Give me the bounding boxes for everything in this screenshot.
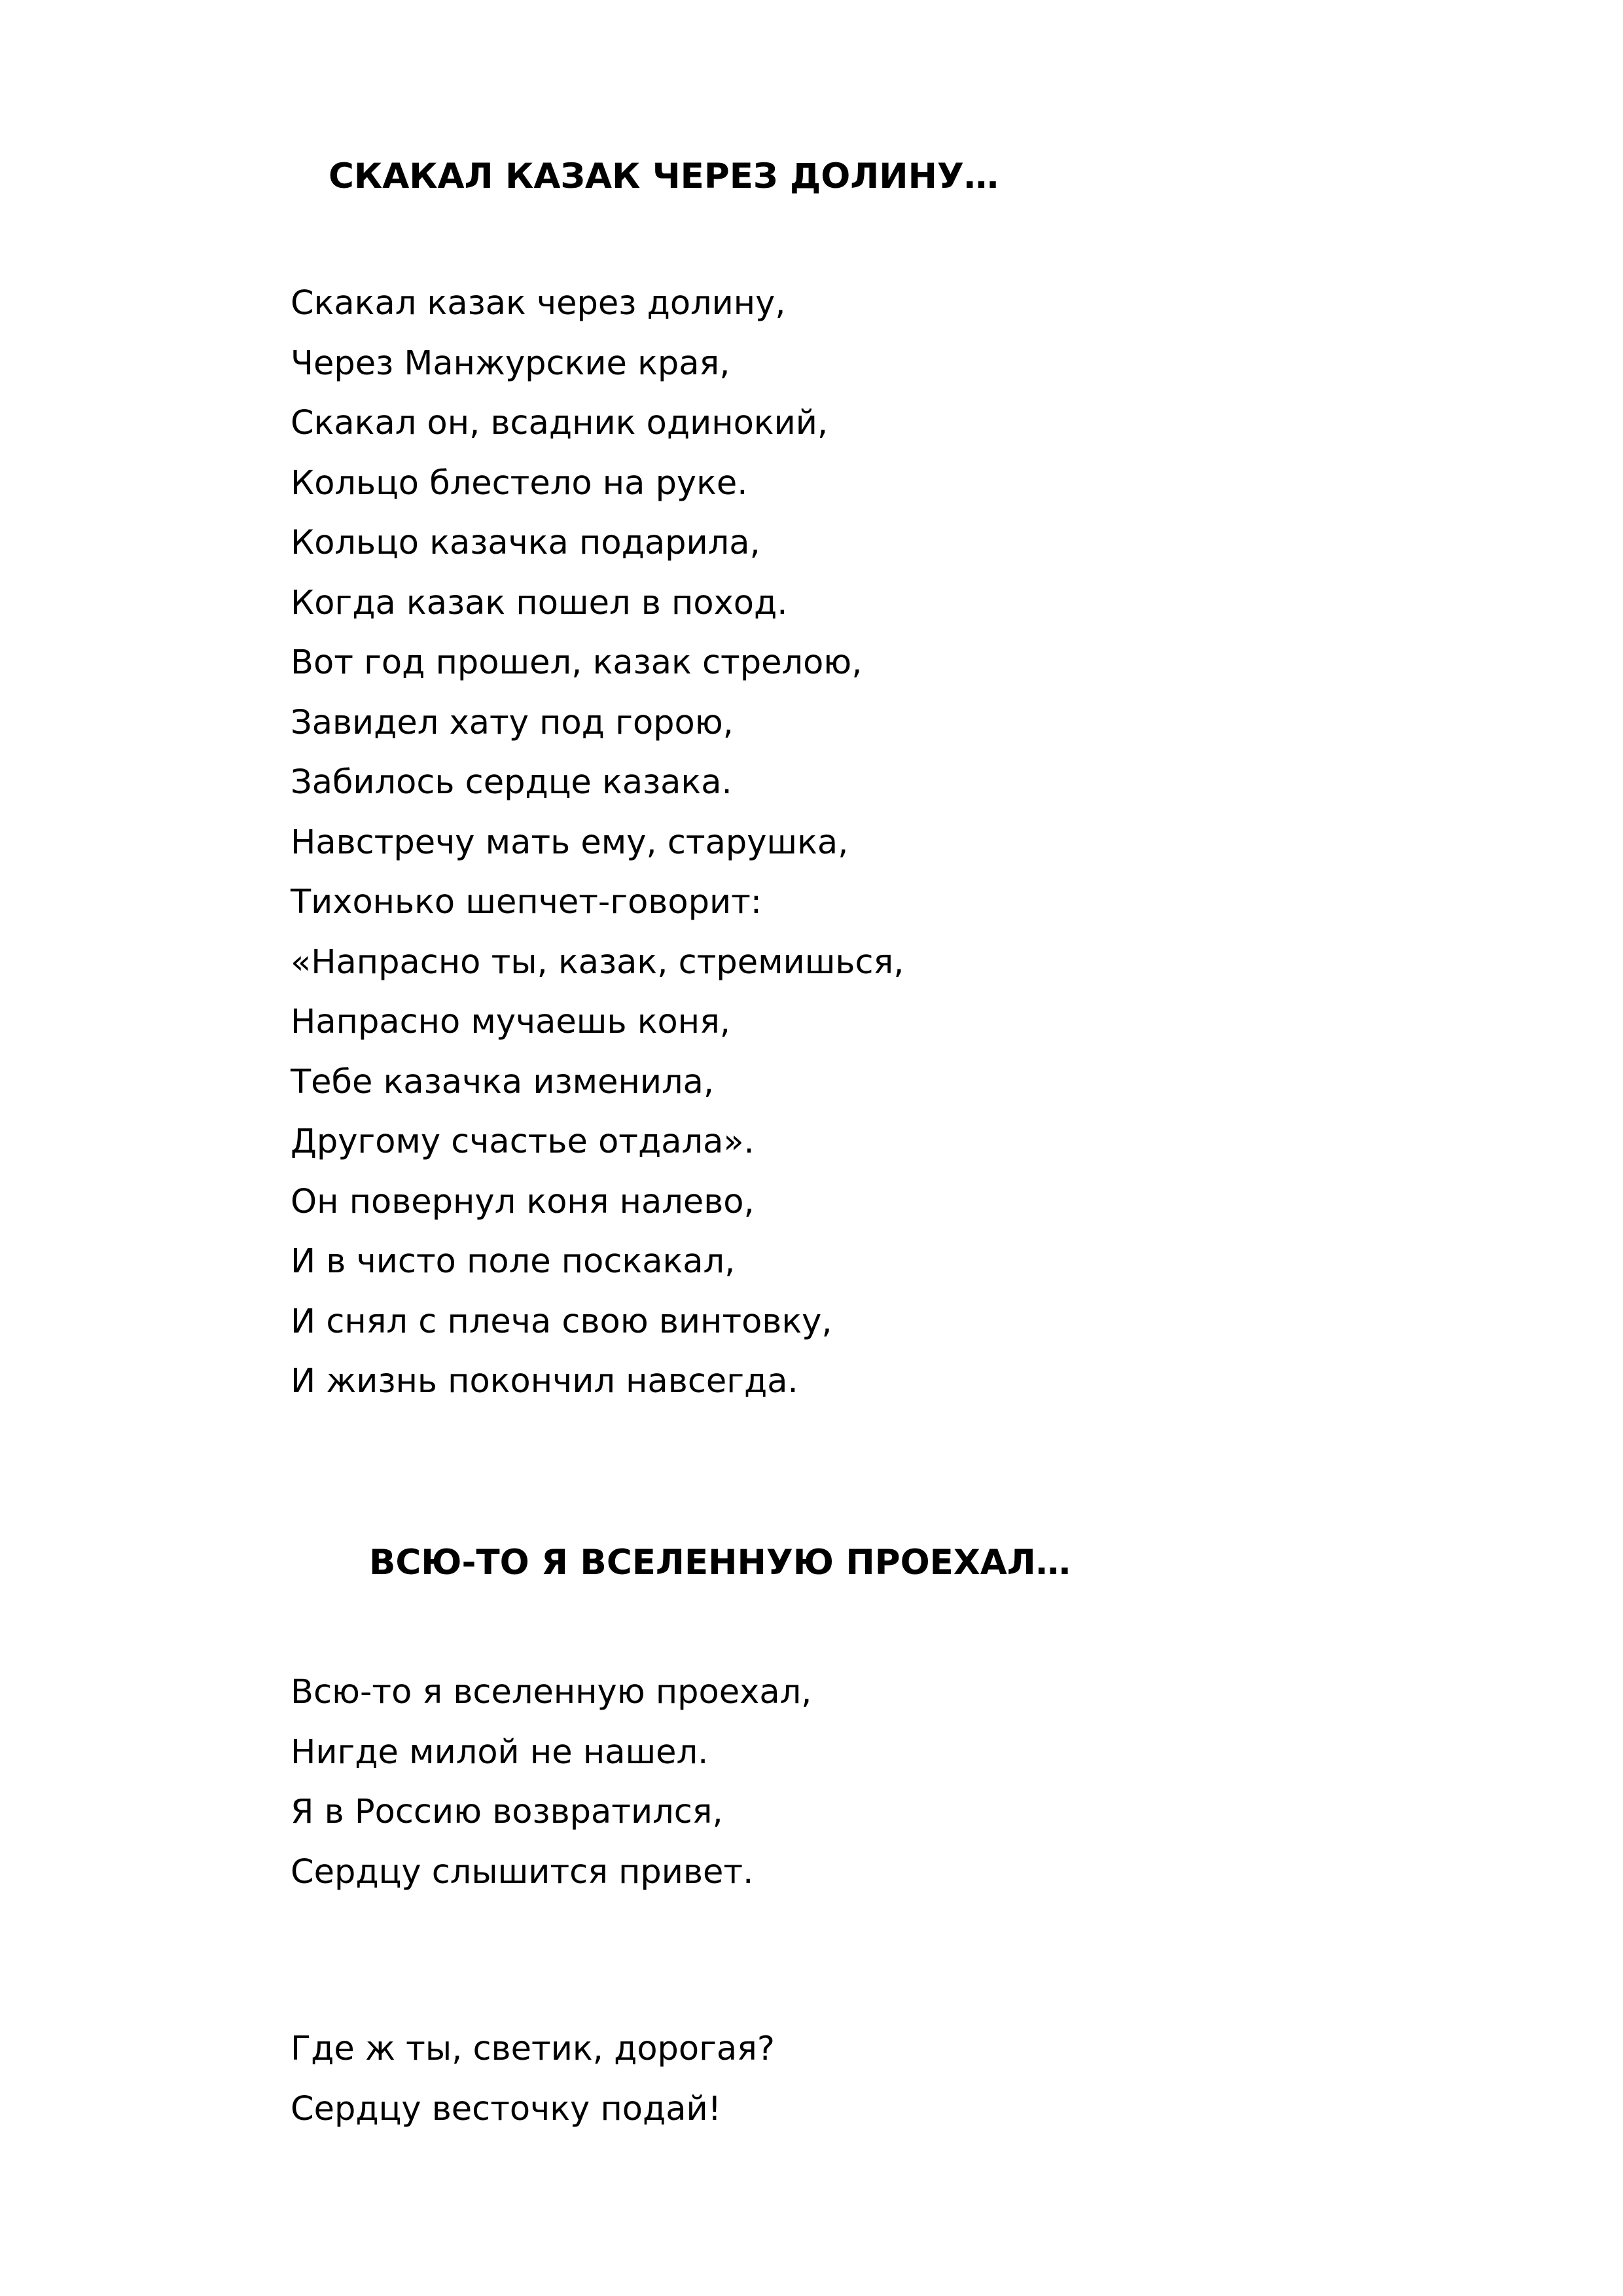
verse-line: «Напрасно ты, казак, стремишься, xyxy=(291,942,904,982)
stanza xyxy=(291,274,904,1412)
verse-line: Напрасно мучаешь коня, xyxy=(291,1003,730,1041)
stanza xyxy=(291,2019,775,2139)
verse-line: Вот год прошел, казак стрелою, xyxy=(291,643,863,682)
verse-line: Когда казак пошел в поход. xyxy=(291,583,788,622)
verse-line: Тихонько шепчет-говорит: xyxy=(291,883,762,922)
verse-line: Забилось сердце казака. xyxy=(291,763,732,802)
verse-line: Кольцо блестело на руке. xyxy=(291,463,748,503)
verse-line: Тебе казачка изменила, xyxy=(291,1062,715,1102)
verse-line: Кольцо казачка подарила, xyxy=(291,524,760,562)
verse-line: Скакал он, всадник одинокий, xyxy=(291,404,829,442)
verse-line: Скакал казак через долину, xyxy=(291,284,786,323)
verse-line: Через Манжурские края, xyxy=(291,344,730,383)
verse-line: Где ж ты, светик, дорогая? xyxy=(291,2030,775,2068)
verse-line: И снял с плеча свою винтовку, xyxy=(291,1302,832,1341)
verse-line: И жизнь покончил навсегда. xyxy=(291,1362,798,1401)
verse-line: Он повернул коня налево, xyxy=(291,1182,755,1221)
verse-line: Сердцу слышится привет. xyxy=(291,1852,754,1892)
verse-line: Сердцу весточку подай! xyxy=(291,2089,722,2128)
verse-line: Нигде милой не нашел. xyxy=(291,1732,709,1772)
verse-line: И в чисто поле поскакал, xyxy=(291,1242,736,1281)
verse-line: Другому счастье отдала». xyxy=(291,1122,755,1161)
verse-line: Завидел хату под горою, xyxy=(291,703,734,742)
song-title: СКАКАЛ КАЗАК ЧЕРЕЗ ДОЛИНУ… xyxy=(329,156,999,196)
stanza xyxy=(291,1662,812,1902)
verse-line: Я в Россию возвратился, xyxy=(291,1793,723,1831)
song-title: ВСЮ-ТО Я ВСЕЛЕННУЮ ПРОЕХАЛ… xyxy=(369,1543,1071,1583)
verse-line: Навстречу мать ему, старушка, xyxy=(291,823,849,862)
verse-line: Всю-то я вселенную проехал, xyxy=(291,1673,812,1712)
